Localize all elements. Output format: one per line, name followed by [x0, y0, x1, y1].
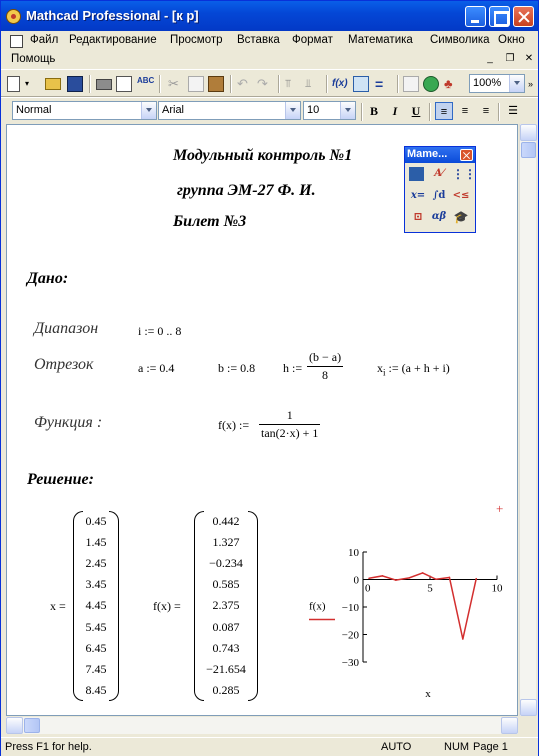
toolbar-separator: [89, 75, 91, 93]
menu-symbolics[interactable]: Символика: [430, 34, 490, 46]
font-size-value: 10: [307, 104, 320, 116]
doc-restore-button[interactable]: ❐: [505, 53, 515, 64]
horizontal-scroll-thumb[interactable]: [24, 718, 40, 733]
symbolic-icon[interactable]: 🎓: [453, 210, 469, 224]
greek-icon[interactable]: αβ: [431, 211, 447, 222]
toolbar-separator: [498, 103, 500, 121]
y-tick-label: 0: [353, 574, 359, 587]
menu-window[interactable]: Окно: [498, 34, 525, 46]
x-vector-cell: 7.45: [85, 661, 107, 676]
a-definition[interactable]: a := 0.4: [138, 361, 175, 375]
fx-vector-cell: 2.375: [212, 598, 240, 613]
title-bar[interactable]: [1, 1, 538, 31]
h-fraction[interactable]: [307, 350, 343, 383]
redo-icon[interactable]: ↷: [257, 76, 268, 91]
x-vector-cell: 2.45: [85, 556, 107, 571]
chevron-down-icon[interactable]: [509, 75, 524, 92]
f-denominator: tan(2·x) + 1: [261, 426, 319, 440]
y-tick-label: −10: [341, 602, 359, 614]
fx-vector-cell: −0.234: [209, 556, 243, 571]
x-vector-cell: 8.45: [85, 682, 107, 697]
chevron-down-icon[interactable]: [141, 102, 156, 119]
series-point: [435, 578, 437, 580]
doc-minimize-button[interactable]: _: [487, 53, 493, 64]
bullets-button[interactable]: ☰: [508, 105, 518, 117]
x-axis-label: x: [425, 688, 431, 700]
h-lhs[interactable]: h :=: [283, 361, 303, 375]
toolbar-separator: [397, 75, 399, 93]
component-icon[interactable]: [403, 76, 419, 92]
menu-view[interactable]: Просмотр: [170, 34, 223, 46]
doc-close-button[interactable]: ✕: [524, 53, 534, 64]
menu-edit[interactable]: Редактирование: [69, 34, 157, 46]
menu-format[interactable]: Формат: [292, 34, 333, 46]
fx-vector-cell: 1.327: [212, 535, 240, 550]
insert-unit-icon[interactable]: [353, 76, 369, 92]
save-icon[interactable]: [67, 76, 83, 92]
doc-title-2: группа ЭМ-27 Ф. И.: [177, 182, 316, 199]
status-num: NUM: [444, 741, 470, 753]
series-point: [449, 577, 451, 579]
status-bar: [1, 737, 538, 756]
xi-subscript: i: [383, 367, 386, 378]
y-tick-label: −20: [341, 629, 359, 642]
fx-vector-cell: 0.285: [212, 682, 240, 697]
formatting-toolbar: [1, 97, 538, 123]
scroll-up-button[interactable]: [520, 124, 537, 141]
tree-icon[interactable]: ♣: [444, 76, 453, 91]
calculate-icon[interactable]: =: [375, 76, 384, 92]
fx-plot[interactable]: [287, 540, 507, 700]
x-vector[interactable]: [73, 511, 119, 701]
underline-button[interactable]: U: [411, 104, 421, 118]
print-preview-icon[interactable]: [116, 76, 132, 92]
vertical-scroll-thumb[interactable]: [521, 142, 536, 158]
mathcad-app-icon[interactable]: [6, 9, 21, 24]
xi-definition[interactable]: [377, 361, 450, 377]
xi-rhs: := (a + h + i): [388, 361, 450, 375]
palette-title[interactable]: Mame...: [405, 147, 475, 163]
font-size-select[interactable]: [303, 101, 356, 120]
insertion-cursor: +: [496, 501, 504, 516]
b-definition[interactable]: b := 0.8: [218, 361, 256, 375]
series-point: [462, 638, 464, 640]
x-vector-cell: 5.45: [85, 619, 107, 634]
spell-check-icon[interactable]: ABC: [137, 76, 155, 85]
toolbar-separator: [278, 75, 280, 93]
new-dropdown-icon[interactable]: ▾: [25, 79, 30, 88]
scroll-down-button[interactable]: [520, 699, 537, 716]
align-right-button[interactable]: ≡: [482, 105, 490, 117]
fx-vector[interactable]: [194, 511, 258, 701]
style-select[interactable]: [12, 101, 157, 120]
fx-equals-label[interactable]: f(x) =: [153, 599, 181, 613]
xi-lhs: x: [377, 361, 383, 375]
fx-vector-cell: −21.654: [206, 661, 246, 676]
open-icon[interactable]: [45, 78, 61, 90]
fx-vector-cell: 0.585: [212, 577, 240, 592]
chevron-down-icon[interactable]: [340, 102, 355, 119]
status-page: Page 1: [473, 741, 508, 753]
h-denominator: 8: [322, 368, 329, 382]
graph-icon[interactable]: A⁄: [434, 168, 444, 179]
chevron-down-icon[interactable]: [285, 102, 300, 119]
y-axis-label: f(x): [309, 600, 326, 613]
doc-title-3: Билет №3: [173, 213, 247, 230]
status-help: Press F1 for help.: [5, 741, 92, 753]
status-mode: AUTO: [381, 741, 412, 753]
programming-icon[interactable]: ⊡: [413, 210, 423, 223]
menu-insert[interactable]: Вставка: [237, 34, 280, 46]
window-title: Mathcad Professional - [к р]: [26, 8, 199, 23]
align-top-icon[interactable]: ⫪: [285, 78, 292, 90]
print-icon[interactable]: [96, 79, 112, 90]
scroll-right-button[interactable]: [501, 717, 518, 734]
f-fraction[interactable]: [259, 408, 320, 441]
range-expression[interactable]: i := 0 .. 8: [138, 324, 182, 338]
given-heading: Дано:: [27, 270, 69, 287]
toolbar-separator: [159, 75, 161, 93]
matrix-icon[interactable]: ⋮⋮: [452, 167, 476, 181]
font-value: Arial: [162, 104, 185, 116]
series-line-fx: [369, 573, 476, 639]
segment-label: Отрезок: [34, 356, 94, 373]
horizontal-scrollbar[interactable]: [6, 717, 518, 734]
fx-vector-cell: 0.743: [212, 640, 240, 655]
series-point: [475, 578, 477, 580]
x-vector-cell: 1.45: [85, 535, 107, 550]
document-icon[interactable]: [10, 35, 23, 48]
paste-icon[interactable]: [208, 76, 224, 92]
y-tick-label: −30: [341, 657, 359, 669]
menu-file[interactable]: Файл: [30, 34, 59, 46]
toolbar-separator: [429, 103, 431, 121]
math-palette[interactable]: [404, 146, 476, 233]
font-select[interactable]: [158, 101, 301, 120]
solution-heading: Решение:: [27, 471, 94, 488]
boolean-icon[interactable]: <≤: [452, 190, 470, 201]
close-button[interactable]: [513, 6, 534, 27]
calculus-icon[interactable]: ∫d: [432, 190, 446, 201]
fraction-bar: [259, 424, 320, 425]
resources-icon[interactable]: [423, 76, 439, 92]
close-icon[interactable]: [460, 149, 473, 161]
menu-help[interactable]: Помощь: [11, 53, 56, 65]
scroll-left-button[interactable]: [6, 717, 23, 734]
zoom-value: 100%: [473, 77, 502, 89]
x-tick-label: 5: [427, 582, 433, 595]
align-left-button[interactable]: ≡: [435, 102, 453, 120]
align-down-icon[interactable]: ⫫: [305, 78, 312, 90]
x-vector-cell: 4.45: [85, 598, 107, 613]
bold-button[interactable]: B: [369, 104, 378, 118]
standard-toolbar: [1, 69, 538, 97]
menu-bar: [1, 31, 538, 69]
x-vector-cell: 0.45: [85, 514, 107, 528]
undo-icon[interactable]: ↶: [237, 76, 248, 91]
f-lhs[interactable]: f(x) :=: [218, 418, 250, 432]
menu-math[interactable]: Математика: [348, 34, 413, 46]
toolbar-overflow-icon[interactable]: »: [528, 79, 534, 89]
f-numerator: 1: [286, 408, 293, 422]
toolbar-separator: [361, 103, 363, 121]
x-vector-cell: 3.45: [85, 577, 107, 592]
range-label: Диапазон: [34, 320, 99, 337]
style-value: Normal: [16, 104, 52, 116]
series-point: [368, 577, 370, 579]
cut-icon[interactable]: ✂: [168, 76, 179, 91]
fx-vector-cell: 0.442: [212, 514, 240, 528]
toolbar-separator: [326, 75, 328, 93]
minimize-button[interactable]: [465, 6, 486, 27]
y-tick-label: 10: [348, 547, 359, 559]
maximize-button[interactable]: [489, 6, 510, 27]
series-point: [382, 575, 384, 577]
new-icon[interactable]: [7, 76, 20, 92]
doc-title-1: Модульный контроль №1: [173, 147, 353, 164]
evaluation-icon[interactable]: x=: [410, 190, 426, 201]
copy-icon[interactable]: [188, 76, 204, 92]
italic-button[interactable]: I: [392, 104, 398, 118]
vertical-scrollbar[interactable]: [519, 124, 536, 716]
x-tick-label: 10: [491, 582, 503, 595]
x-vector-cell: 6.45: [85, 640, 107, 655]
x-equals-label[interactable]: x =: [50, 599, 66, 613]
series-point: [408, 577, 410, 579]
x-tick-label: 0: [365, 582, 371, 595]
fraction-bar: [307, 366, 343, 367]
h-numerator: (b − a): [309, 350, 342, 364]
series-point: [395, 579, 397, 581]
fx-vector-cell: 0.087: [212, 619, 240, 634]
calculator-icon[interactable]: [409, 167, 424, 181]
function-label: Функция :: [34, 414, 103, 431]
align-center-button[interactable]: ≡: [461, 105, 469, 117]
series-point: [422, 572, 424, 574]
zoom-select[interactable]: [469, 74, 525, 93]
toolbar-separator: [230, 75, 232, 93]
insert-function-icon[interactable]: f(x): [332, 78, 348, 89]
